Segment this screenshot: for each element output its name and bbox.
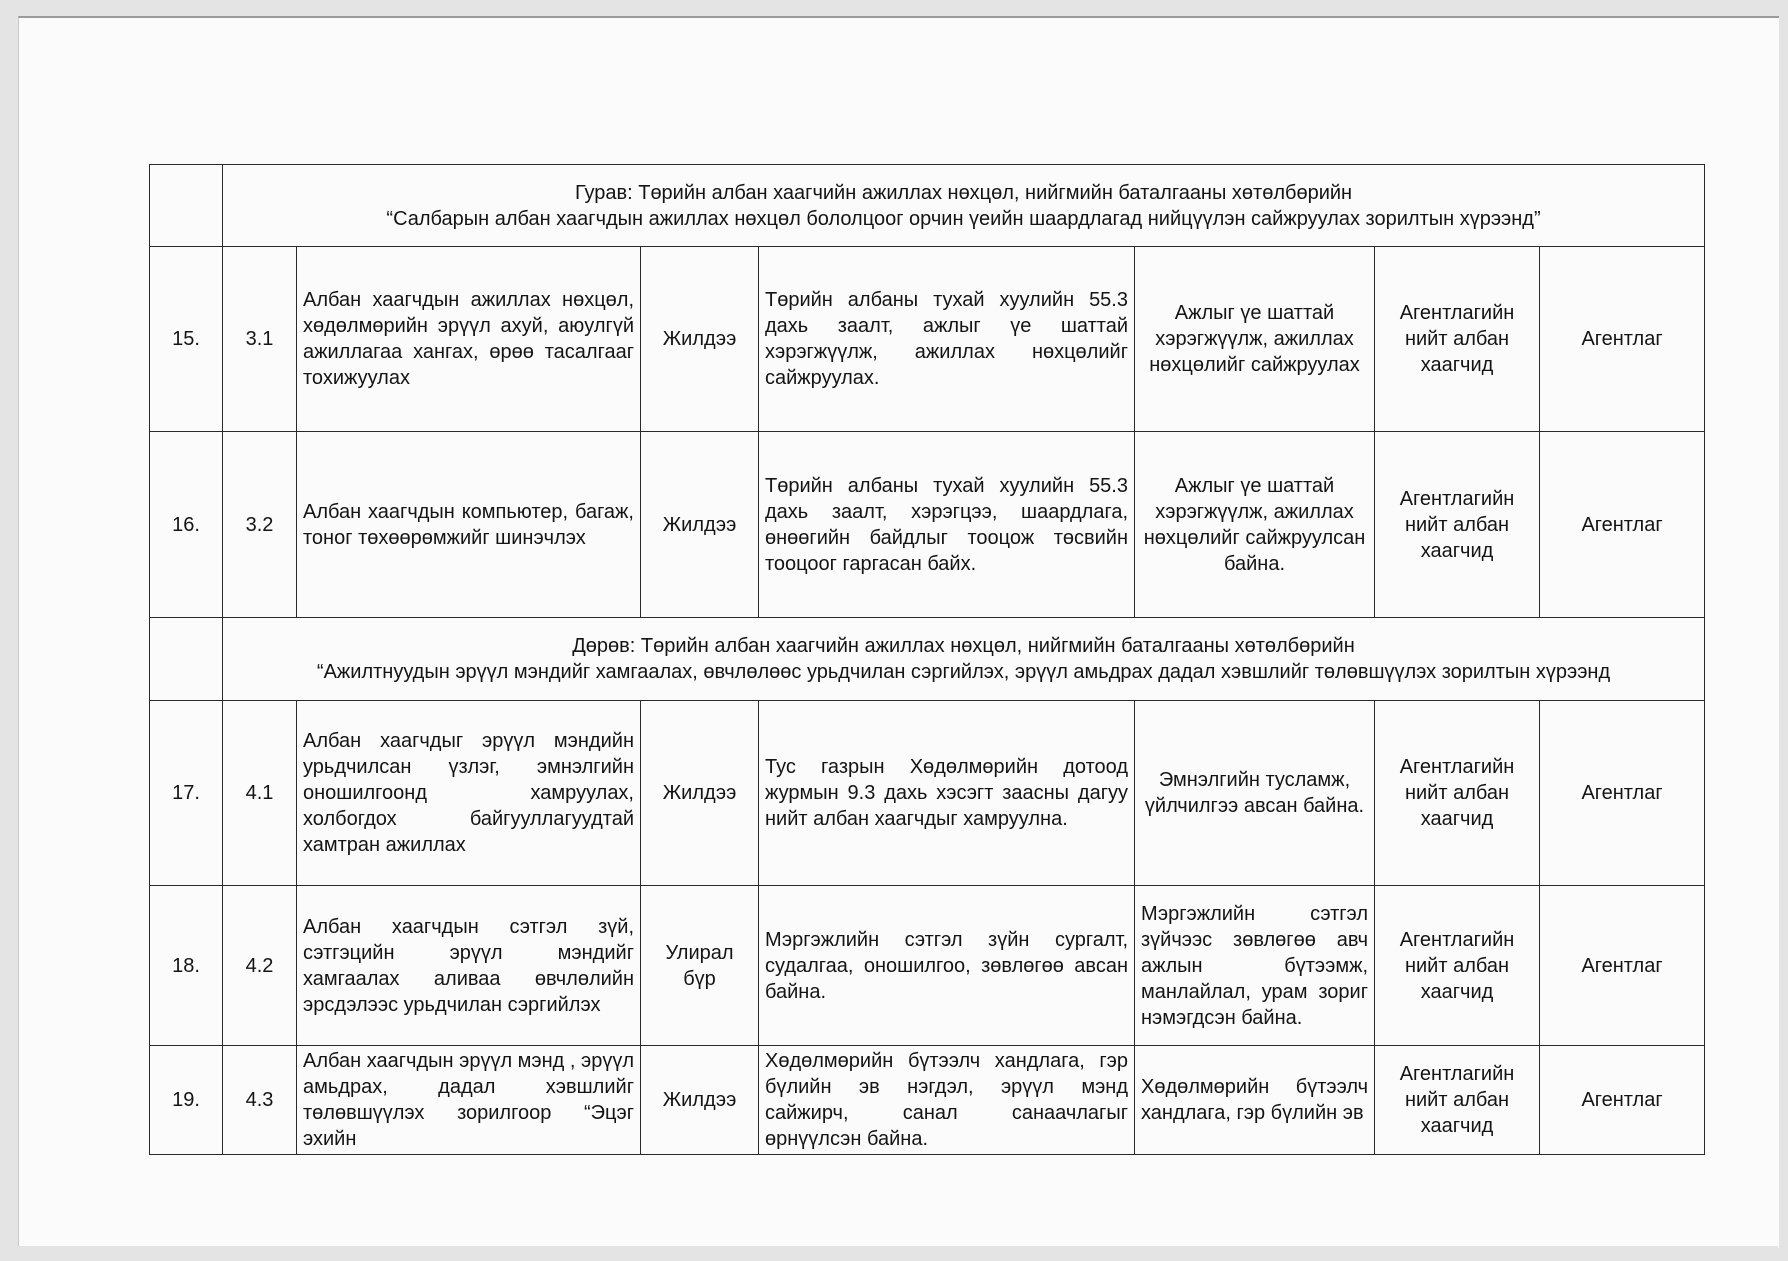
target-cell: Агентлагийн нийт албан хаагчид	[1375, 432, 1540, 618]
row-code: 4.3	[223, 1046, 297, 1155]
section-blank-cell	[150, 618, 223, 701]
row-number: 15.	[150, 247, 223, 432]
responsible-cell: Агентлаг	[1540, 1046, 1705, 1155]
responsible-cell: Агентлаг	[1540, 886, 1705, 1046]
table-row	[150, 247, 1705, 432]
target-cell: Агентлагийн нийт албан хаагчид	[1375, 701, 1540, 886]
period-cell: Жилдээ	[641, 1046, 759, 1155]
period-cell: Жилдээ	[641, 247, 759, 432]
section-title	[223, 618, 1705, 701]
table-row	[150, 432, 1705, 618]
row-code: 3.1	[223, 247, 297, 432]
basis-cell: Төрийн албаны тухай хуулийн 55.3 дахь заалт, ажлыг үе шаттай хэрэгжүүлж, ажиллах нөхцөлийг сайжруулах.	[759, 247, 1135, 432]
basis-cell: Мэргэжлийн сэтгэл зүйн сургалт, судалгаа, оношилгоо, зөвлөгөө авсан байна.	[759, 886, 1135, 1046]
activity-cell: Албан хаагчдын сэтгэл зүй, сэтгэцийн эрүүл мэндийг хамгаалах аливаа өвчлөлийн эрсдэлээс урьдчилан сэргийлэх	[297, 886, 641, 1046]
section-title-line: Гурав: Төрийн албан хаагчийн ажиллах нөхцөл, нийгмийн баталгааны хөтөлбөрийн	[574, 181, 1353, 204]
outcome-cell: Ажлыг үе шаттай хэрэгжүүлж, ажиллах нөхцөлийг сайжруулах	[1135, 247, 1375, 432]
outcome-cell: Эмнэлгийн тусламж, үйлчилгээ авсан байна.	[1135, 701, 1375, 886]
scan-margin	[18, 1246, 1778, 1261]
table-row	[150, 1046, 1705, 1155]
activity-cell: Албан хаагчдыг эрүүл мэндийн урьдчилсан үзлэг, эмнэлгийн оношилгоонд хамруулах, холбогдох байгууллагуудтай хамтран ажиллах	[297, 701, 641, 886]
document-page	[18, 16, 1779, 1248]
period-cell: Жилдээ	[641, 432, 759, 618]
row-code: 4.2	[223, 886, 297, 1046]
table-row	[150, 701, 1705, 886]
section-header-row	[150, 618, 1705, 701]
responsible-cell: Агентлаг	[1540, 247, 1705, 432]
section-subtitle-line: “Ажилтнуудын эрүүл мэндийг хамгаалах, өвчлөлөөс урьдчилан сэргийлэх, эрүүл амьдрах дадал хэвшлийг төлөвшүүлэх зорилтын хүрээнд	[316, 661, 1611, 683]
row-code: 4.1	[223, 701, 297, 886]
basis-cell: Төрийн албаны тухай хуулийн 55.3 дахь заалт, хэрэгцээ, шаардлага, өнөөгийн байдлыг тооцож төсвийн тооцоог гаргасан байх.	[759, 432, 1135, 618]
basis-cell: Тус газрын Хөдөлмөрийн дотоод журмын 9.3 дахь хэсэгт заасны дагуу нийт албан хаагчдыг хамруулна.	[759, 701, 1135, 886]
responsible-cell: Агентлаг	[1540, 432, 1705, 618]
target-cell: Агентлагийн нийт албан хаагчид	[1375, 886, 1540, 1046]
section-subtitle-line: “Салбарын албан хаагчдын ажиллах нөхцөл бололцоог орчин үеийн шаардлагад нийцүүлэн сайжруулах зорилтын хүрээнд”	[386, 207, 1541, 230]
section-title-line: Дөрөв: Төрийн албан хаагчийн ажиллах нөхцөл, нийгмийн баталгааны хөтөлбөрийн	[572, 635, 1355, 657]
period-cell: Жилдээ	[641, 701, 759, 886]
basis-cell: Хөдөлмөрийн бүтээлч хандлага, гэр бүлийн эв нэгдэл, эрүүл мэнд сайжирч, санал санаачлагыг өрнүүлсэн байна.	[759, 1046, 1135, 1155]
outcome-cell: Хөдөлмөрийн бүтээлч хандлага, гэр бүлийн эв	[1135, 1046, 1375, 1155]
activity-cell: Албан хаагчдын компьютер, багаж, тоног төхөөрөмжийг шинэчлэх	[297, 432, 641, 618]
target-cell: Агентлагийн нийт албан хаагчид	[1375, 1046, 1540, 1155]
row-number: 18.	[150, 886, 223, 1046]
responsible-cell: Агентлаг	[1540, 701, 1705, 886]
activity-cell: Албан хаагчдын эрүүл мэнд , эрүүл амьдрах, дадал хэвшлийг төлөвшүүлэх зорилгоор “Эцэг эхийн	[297, 1046, 641, 1155]
section-title	[223, 165, 1705, 247]
row-number: 17.	[150, 701, 223, 886]
action-plan-table	[149, 164, 1705, 1155]
target-cell: Агентлагийн нийт албан хаагчид	[1375, 247, 1540, 432]
row-number: 19.	[150, 1046, 223, 1155]
period-cell: Улирал бүр	[641, 886, 759, 1046]
outcome-cell: Ажлыг үе шаттай хэрэгжүүлж, ажиллах нөхцөлийг сайжруулсан байна.	[1135, 432, 1375, 618]
table-row	[150, 886, 1705, 1046]
row-code: 3.2	[223, 432, 297, 618]
outcome-cell: Мэргэжлийн сэтгэл зүйчээс зөвлөгөө авч ажлын бүтээмж, манлайлал, урам зориг нэмэгдсэн байна.	[1135, 886, 1375, 1046]
row-number: 16.	[150, 432, 223, 618]
section-header-row	[150, 165, 1705, 247]
activity-cell: Албан хаагчдын ажиллах нөхцөл, хөдөлмөрийн эрүүл ахуй, аюулгүй ажиллагаа хангах, өрөө тасалгааг тохижуулах	[297, 247, 641, 432]
section-blank-cell	[150, 165, 223, 247]
